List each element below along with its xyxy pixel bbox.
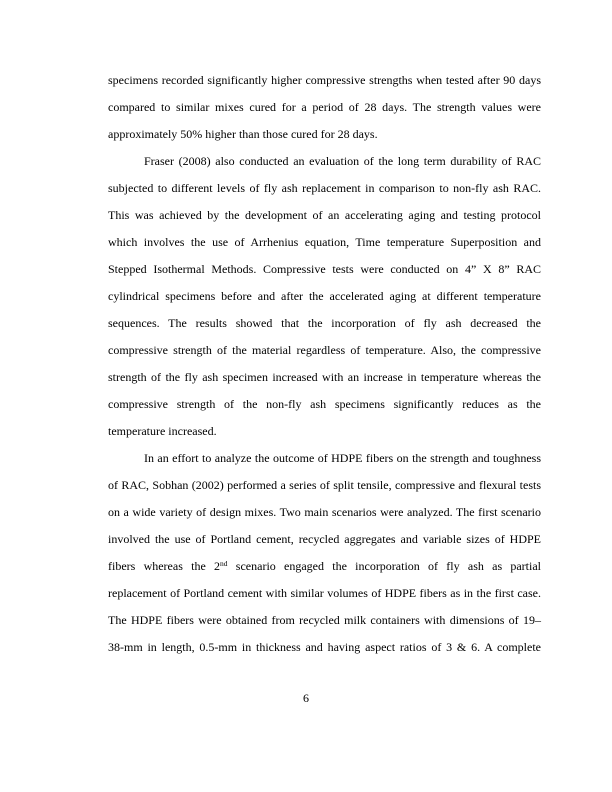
text-line: specimens recorded significantly higher compressive strengths when tested after 90 days [108, 73, 541, 87]
text-line-with-superscript [108, 558, 541, 574]
text-segment: scenario engaged the incorporation of fly ash as partial [227, 559, 542, 573]
text-line: involved the use of Portland cement, recycled aggregates and variable sizes of HDPE [108, 532, 541, 546]
text-line: cylindrical specimens before and after the accelerated aging at different temperature [108, 289, 541, 303]
text-line: sequences. The results showed that the incorporation of fly ash decreased the [108, 316, 541, 330]
text-line: replacement of Portland cement with similar volumes of HDPE fibers as in the first case. [108, 586, 541, 600]
text-line: subjected to different levels of fly ash replacement in comparison to non-fly ash RAC. [108, 181, 541, 195]
text-line: In an effort to analyze the outcome of HDPE fibers on the strength and toughness [144, 451, 541, 465]
text-line: Fraser (2008) also conducted an evaluation of the long term durability of RAC [144, 154, 541, 168]
ordinal-superscript: nd [220, 559, 228, 568]
text-segment: fibers whereas the 2 [108, 559, 221, 573]
text-line: compared to similar mixes cured for a period of 28 days. The strength values were [108, 100, 541, 114]
text-line: strength of the fly ash specimen increased with an increase in temperature whereas the [108, 370, 541, 384]
text-line: which involves the use of Arrhenius equation, Time temperature Superposition and [108, 235, 541, 249]
text-line: 38-mm in length, 0.5-mm in thickness and having aspect ratios of 3 & 6. A complete [108, 640, 541, 654]
text-line: compressive strength of the material regardless of temperature. Also, the compressive [108, 343, 541, 357]
text-line: approximately 50% higher than those cured for 28 days. [108, 127, 378, 141]
text-line: of RAC, Sobhan (2002) performed a series of split tensile, compressive and flexural tests [108, 478, 541, 492]
text-line: The HDPE fibers were obtained from recycled milk containers with dimensions of 19– [108, 613, 541, 627]
text-line: This was achieved by the development of an accelerating aging and testing protocol [108, 208, 541, 222]
text-line: compressive strength of the non-fly ash specimens significantly reduces as the [108, 397, 541, 411]
page-number: 6 [303, 691, 309, 705]
text-line: on a wide variety of design mixes. Two main scenarios were analyzed. The first scenario [108, 505, 541, 519]
text-line: Stepped Isothermal Methods. Compressive tests were conducted on 4” X 8” RAC [108, 262, 541, 276]
text-line: temperature increased. [108, 424, 217, 438]
